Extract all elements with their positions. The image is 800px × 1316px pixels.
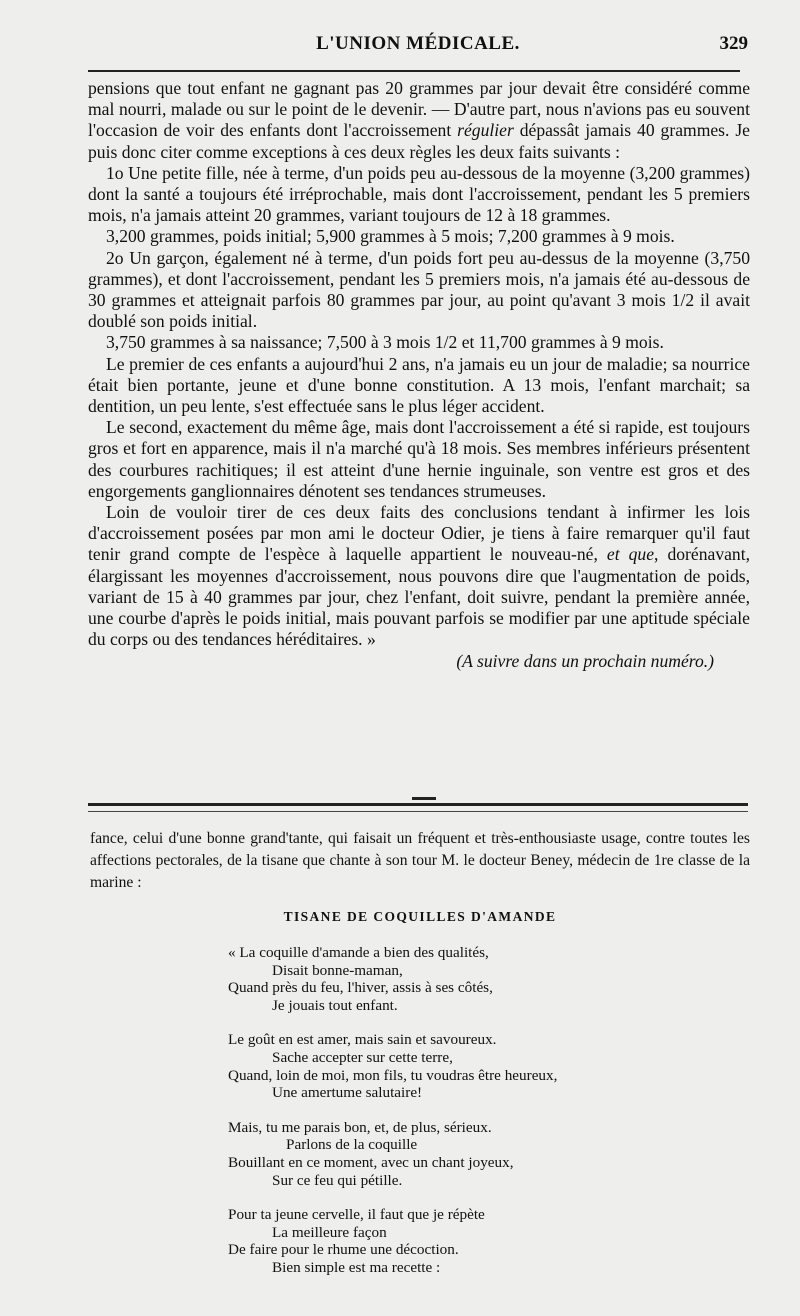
- stanza-break: [228, 1189, 648, 1206]
- continuation-note: (A suivre dans un prochain numéro.): [456, 651, 714, 672]
- poem: [228, 944, 648, 1277]
- page-number: 329: [719, 33, 748, 54]
- poem-line: Sache accepter sur cette terre,: [272, 1048, 453, 1066]
- poem-line: Le goût en est amer, mais sain et savoureux.: [228, 1031, 497, 1049]
- poem-line: Mais, tu me parais bon, et, de plus, sérieux.: [228, 1118, 492, 1136]
- stanza-break: [228, 1014, 648, 1031]
- poem-line: Une amertume salutaire!: [272, 1084, 423, 1102]
- poem-line: Disait bonne-maman,: [272, 961, 403, 979]
- header-rule: [88, 70, 740, 72]
- paragraph: 1o Une petite fille, née à terme, d'un poids peu au-dessous de la moyenne (3,200 grammes) dont la santé a toujours été irréprochable, mais dont l'accroissement, pendant les 5 premiers mois, n'a jamais atteint 20 grammes, variant toujours de 12 à 18 grammes.: [88, 162, 750, 226]
- paragraph: 2o Un garçon, également né à terme, d'un poids fort peu au-dessus de la moyenne (3,750 grammes), et dont l'accroissement, pendant les 5 premiers mois, n'a jamais été au-dessous de 30 grammes et atteignait parfois 80 grammes par jour, au point qu'avant 3 mois 1/2 il avait doublé son poids initial.: [88, 247, 750, 332]
- italic-emphasis: régulier: [457, 120, 514, 141]
- poem-line: « La coquille d'amande a bien des qualités,: [228, 944, 489, 961]
- poem-line: Sur ce feu qui pétille.: [272, 1171, 403, 1189]
- poem-line: Je jouais tout enfant.: [272, 996, 398, 1014]
- paragraph: Loin de vouloir tirer de ces deux faits des conclusions tendant à infirmer les lois d'accroissement posées par mon ami le docteur Odier, je tiens à faire remarquer qu'il faut tenir grand compte de l'espèce à laquelle appartient le nouveau-né, et que, dorénavant, élargissant les moyennes d'accroissement, nous pouvons dire que l'augmentation de poids, variant de 15 à 40 grammes par jour, chez l'enfant, doit suivre, pendant la première année, une courbe d'après le poids initial, mais pouvant parfois se modifier par une aptitude spéciale du corps ou des tendances héréditaires. »: [88, 502, 751, 650]
- paragraph: Le premier de ces enfants a aujourd'hui 2 ans, n'a jamais eu un jour de maladie; sa nourrice était bien portante, jeune et d'une bonne constitution. A 13 mois, l'enfant marchait; sa dentition, un peu lente, s'est effectuée sans le plus léger accident.: [88, 353, 750, 417]
- poem-line: Bouillant en ce moment, avec un chant joyeux,: [228, 1153, 514, 1171]
- poem-title: TISANE DE COQUILLES D'AMANDE: [283, 909, 557, 924]
- poem-line: Quand près du feu, l'hiver, assis à ses côtés,: [228, 979, 493, 997]
- journal-title: L'UNION MÉDICALE.: [316, 33, 520, 54]
- feuilleton-rule-thin: [88, 811, 748, 812]
- feuilleton-rule: [88, 803, 748, 806]
- section-dash: [412, 797, 436, 800]
- paragraph: fance, celui d'une bonne grand'tante, qui faisait un fréquent et très-enthousiaste usage, contre toutes les affections pectorales, de la tisane que chante à son tour M. le docteur Beney, médecin de 1re classe de la marine :: [90, 830, 750, 891]
- paragraph: pensions que tout enfant ne gagnant pas 20 grammes par jour devait être considéré comme mal nourri, malade ou sur le point de le devenir. — D'autre part, nous n'avions pas eu souvent l'occasion de voir des enfants dont l'accroissement régulier dépassât jamais 40 grammes. Je puis donc citer comme exceptions à ces deux règles les deux faits suivants :: [88, 78, 750, 162]
- stanza-break: [228, 1102, 648, 1119]
- feuilleton-text: [90, 828, 750, 894]
- running-header: [88, 33, 748, 63]
- poem-line: Pour ta jeune cervelle, il faut que je répète: [228, 1206, 485, 1224]
- paragraph: Le second, exactement du même âge, mais dont l'accroissement a été si rapide, est toujours gros et fort en apparence, mais il n'a marché qu'à 18 mois. Ses membres inférieurs présentent des courbures rachitiques; il est atteint d'une hernie inguinale, son ventre est gros et des engorgements ganglionnaires dénotent ses tendances strumeuses.: [88, 417, 750, 501]
- paragraph: 3,200 grammes, poids initial; 5,900 grammes à 5 mois; 7,200 grammes à 9 mois.: [106, 226, 675, 247]
- poem-line: Parlons de la coquille: [286, 1136, 418, 1154]
- main-article: [88, 78, 750, 673]
- poem-line: Quand, loin de moi, mon fils, tu voudras être heureux,: [228, 1066, 558, 1084]
- paragraph: 3,750 grammes à sa naissance; 7,500 à 3 mois 1/2 et 11,700 grammes à 9 mois.: [106, 332, 664, 353]
- poem-line: Bien simple est ma recette :: [272, 1258, 441, 1276]
- poem-line: De faire pour le rhume une décoction.: [228, 1241, 459, 1259]
- italic-emphasis: et que: [606, 544, 655, 565]
- poem-line: La meilleure façon: [272, 1223, 387, 1241]
